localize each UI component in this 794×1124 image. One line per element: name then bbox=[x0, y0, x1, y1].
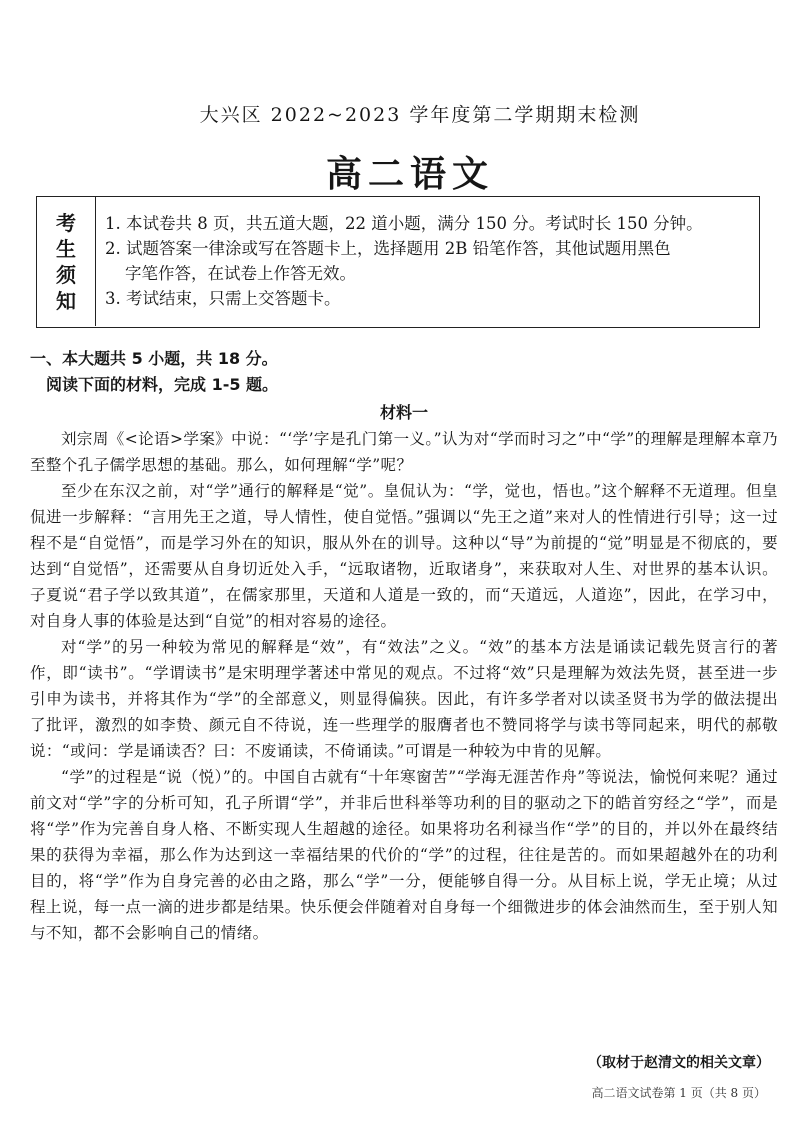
source-note: （取材于赵清文的相关文章） bbox=[588, 1055, 770, 1071]
material-title: 材料一 bbox=[379, 403, 428, 422]
section-instruction: 阅读下面的材料，完成 1-5 题。 bbox=[46, 375, 279, 394]
subject-title: 高二语文 bbox=[325, 154, 494, 195]
notice-item: 3. 考试结束，只需上交答题卡。 bbox=[105, 289, 341, 308]
section-title: 一、本大题共 5 小题，共 18 分。 bbox=[30, 349, 278, 368]
paragraph: 对“学”的另一种较为常见的解释是“效”，有“效法”之义。“效”的基本方法是诵读记载先贤言行的著作，即“读书”。“学谓读书”是宋明理学著述中常见的观点。不过将“效”只是理解为效法先贤，甚至进一步引申为读书，并将其作为“学”的全部意义，则显得偏狭。因此，有许多学者对以读圣贤书为学的做法提出了批评，激烈的如李贽、颜元自不待说，连一些理学的服膺者也不赞同将学与读书等同起来，明代的郝敬说：“或问：学是诵读否？曰：不废诵读，不倚诵读。”可谓是一种较为中肯的见解。 bbox=[30, 638, 778, 760]
notice-item: 2. 试题答案一律涂或写在答题卡上，选择题用 2B 铅笔作答，其他试题用黑色 bbox=[105, 239, 671, 258]
paragraph: 刘宗周《<论语>学案》中说：“‘学’字是孔门第一义。”认为对“学而时习之”中“学”的理解是理解本章乃至整个孔子儒学思想的基础。那么，如何理解“学”呢？ bbox=[30, 430, 778, 474]
paragraph: 至少在东汉之前，对“学”通行的解释是“觉”。皇侃认为：“学，觉也，悟也。”这个解释不无道理。但皇侃进一步解释：“言用先王之道，导人情性，使自觉悟。”强调以“先王之道”来对人的性情进行引导；这一过程不是“自觉悟”，而是学习外在的知识，服从外在的训导。这种以“导”为前提的“觉”明显是不彻底的，要达到“自觉悟”，还需要从自身切近处入手，“远取诸物，近取诸身”，来获取对人生、对世界的基本认识。子夏说“君子学以致其道”，在儒家那里，天道和人道是一致的，而“天道远，人道迩”，因此，在学习中，对自身人事的体验是达到“自觉”的相对容易的途径。 bbox=[30, 482, 778, 630]
notice-items bbox=[105, 211, 755, 311]
notice-label-char: 知 bbox=[56, 288, 76, 313]
exam-title: 大兴区 2022~2023 学年度第二学期期末检测 bbox=[199, 104, 641, 126]
notice-label bbox=[37, 197, 96, 326]
notice-label-char: 生 bbox=[56, 236, 76, 261]
paragraph: “学”的过程是“说（悦）”的。中国自古就有“十年寒窗苦”“学海无涯苦作舟”等说法，愉悦何来呢？通过前文对“学”字的分析可知，孔子所谓“学”，并非后世科举等功利的目的驱动之下的皓首穷经之“学”，而是将“学”作为完善自身人格、不断实现人生超越的途径。如果将功名利禄当作“学”的目的，并以外在最终结果的获得为幸福，那么作为达到这一幸福结果的代价的“学”的过程，往往是苦的。而如果超越外在的功利目的，将“学”作为自身完善的必由之路，那么“学”一分，便能够自得一分。从目标上说，学无止境；从过程上说，每一点一滴的进步都是结果。快乐便会伴随着对自身每一个细微进步的体会油然而生，至于别人知与不知，都不会影响自己的情绪。 bbox=[30, 768, 778, 942]
page-footer: 高二语文试卷第 1 页（共 8 页） bbox=[591, 1086, 766, 1100]
notice-item: 1. 本试卷共 8 页，共五道大题，22 道小题，满分 150 分。考试时长 150 分钟。 bbox=[105, 214, 703, 233]
candidate-notice-box bbox=[36, 196, 760, 328]
notice-label-char: 须 bbox=[56, 262, 76, 287]
notice-item: 字笔作答，在试卷上作答无效。 bbox=[125, 264, 356, 283]
section-content bbox=[30, 346, 778, 946]
notice-label-char: 考 bbox=[56, 210, 76, 235]
